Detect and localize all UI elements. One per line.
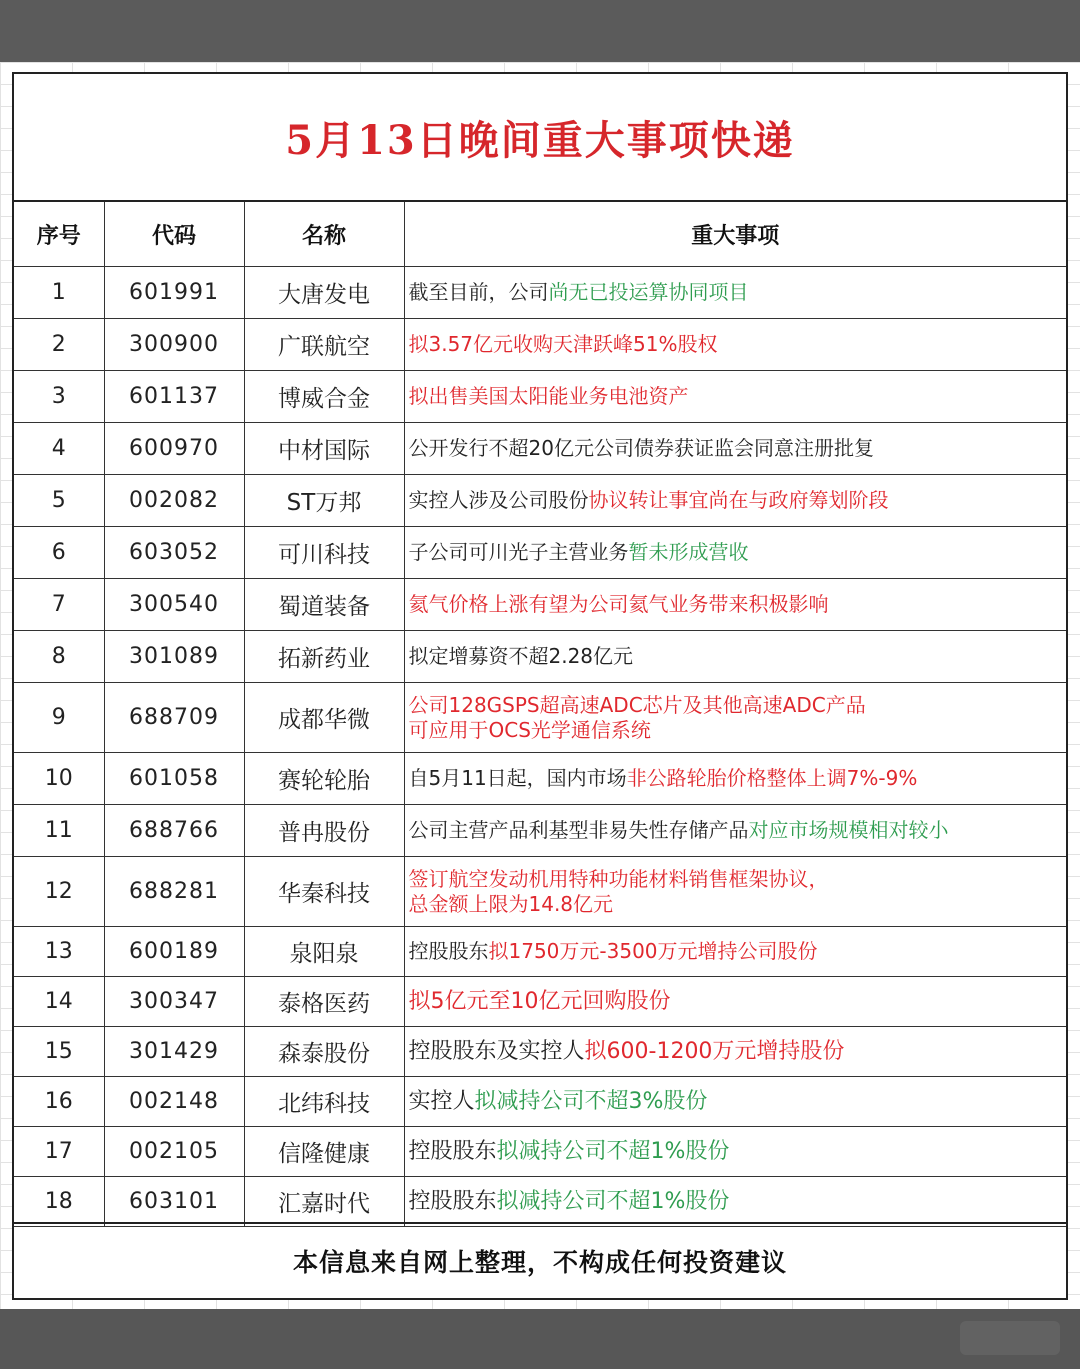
header-name: 名称	[244, 202, 404, 267]
table-row	[14, 857, 1066, 927]
row-stock-code: 300900	[104, 319, 244, 371]
row-stock-name: 广联航空	[244, 319, 404, 371]
event-text-segment: 公司128GSPS超高速ADC芯片及其他高速ADC产品	[408, 692, 866, 717]
row-stock-name: 普冉股份	[244, 805, 404, 857]
row-index: 11	[14, 805, 104, 857]
row-event	[404, 631, 1066, 683]
table-row	[14, 371, 1066, 423]
table-header-row	[14, 202, 1066, 267]
row-stock-code: 002105	[104, 1127, 244, 1177]
watermark-logo	[960, 1321, 1060, 1355]
row-event	[404, 927, 1066, 977]
row-stock-code: 300540	[104, 579, 244, 631]
table-row	[14, 753, 1066, 805]
row-stock-name: 信隆健康	[244, 1127, 404, 1177]
table-row	[14, 1077, 1066, 1127]
row-stock-code: 603101	[104, 1177, 244, 1227]
row-event	[404, 1027, 1066, 1077]
table-row	[14, 527, 1066, 579]
event-text-segment: 子公司可川光子主营业务	[408, 540, 629, 564]
row-stock-code: 601991	[104, 267, 244, 319]
row-stock-code: 688766	[104, 805, 244, 857]
row-stock-code: 601058	[104, 753, 244, 805]
row-stock-code: 603052	[104, 527, 244, 579]
row-stock-name: 汇嘉时代	[244, 1177, 404, 1227]
header-code: 代码	[104, 202, 244, 267]
row-event	[404, 805, 1066, 857]
top-bar	[0, 0, 1080, 62]
row-event	[404, 753, 1066, 805]
event-text-segment: 截至目前，公司	[408, 280, 549, 304]
event-text-segment: 非公路轮胎价格整体上调7%-9%	[626, 766, 918, 790]
event-text-segment: 拟减持公司不超1%股份	[496, 1139, 730, 1164]
disclaimer-footer: 本信息来自网上整理，不构成任何投资建议	[14, 1222, 1066, 1298]
event-text-segment: 控股股东	[408, 1189, 497, 1214]
event-text-segment: 总金额上限为14.8亿元	[408, 891, 614, 916]
event-text-segment: 实控人	[408, 1089, 475, 1114]
row-event	[404, 857, 1066, 927]
table-row	[14, 805, 1066, 857]
row-index: 15	[14, 1027, 104, 1077]
row-stock-code: 600189	[104, 927, 244, 977]
row-index: 1	[14, 267, 104, 319]
event-text-segment: 公开发行不超20亿元公司债券获证监会同意注册批复	[408, 436, 874, 460]
page-title: 5月13日晚间重大事项快递	[14, 74, 1066, 202]
row-stock-name: 华秦科技	[244, 857, 404, 927]
row-event	[404, 475, 1066, 527]
table-row	[14, 927, 1066, 977]
event-text-segment: 拟出售美国太阳能业务电池资产	[408, 384, 689, 408]
row-stock-name: 大唐发电	[244, 267, 404, 319]
row-stock-code: 600970	[104, 423, 244, 475]
row-index: 7	[14, 579, 104, 631]
bottom-bar	[0, 1309, 1080, 1369]
event-text-segment: 签订航空发动机用特种功能材料销售框架协议，	[408, 866, 829, 891]
row-stock-name: 拓新药业	[244, 631, 404, 683]
row-event	[404, 267, 1066, 319]
row-event	[404, 1177, 1066, 1227]
row-event	[404, 423, 1066, 475]
row-stock-code: 301089	[104, 631, 244, 683]
row-index: 12	[14, 857, 104, 927]
table-row	[14, 267, 1066, 319]
row-index: 16	[14, 1077, 104, 1127]
table-row	[14, 1027, 1066, 1077]
row-event	[404, 371, 1066, 423]
event-text-segment: 暂未形成营收	[628, 540, 749, 564]
event-text-segment: 拟3.57亿元收购天津跃峰51%股权	[408, 332, 718, 356]
table-row	[14, 977, 1066, 1027]
table-row	[14, 631, 1066, 683]
row-event	[404, 683, 1066, 753]
table-row	[14, 423, 1066, 475]
event-text-segment: 控股股东及实控人	[408, 1039, 585, 1064]
table-row	[14, 475, 1066, 527]
row-stock-name: 泉阳泉	[244, 927, 404, 977]
event-text-segment: 拟5亿元至10亿元回购股份	[408, 989, 671, 1014]
event-text-segment: 公司主营产品利基型非易失性存储产品	[408, 818, 749, 842]
row-stock-name: 蜀道装备	[244, 579, 404, 631]
row-index: 4	[14, 423, 104, 475]
event-text-segment: 自5月11日起，国内市场	[408, 766, 627, 790]
table-row	[14, 319, 1066, 371]
event-text-segment: 拟600-1200万元增持股份	[584, 1039, 845, 1064]
row-index: 18	[14, 1177, 104, 1227]
row-index: 3	[14, 371, 104, 423]
row-stock-name: 中材国际	[244, 423, 404, 475]
event-text-segment: 尚无已投运算协同项目	[548, 280, 749, 304]
event-text-segment: 控股股东	[408, 1139, 497, 1164]
row-stock-code: 688709	[104, 683, 244, 753]
row-stock-code: 002082	[104, 475, 244, 527]
row-stock-name: 可川科技	[244, 527, 404, 579]
row-stock-name: 泰格医药	[244, 977, 404, 1027]
row-stock-code: 688281	[104, 857, 244, 927]
table-row	[14, 579, 1066, 631]
row-index: 2	[14, 319, 104, 371]
event-text-segment: 拟定增募资不超2.28亿元	[408, 644, 634, 668]
events-table	[14, 202, 1066, 1227]
row-event	[404, 977, 1066, 1027]
event-text-segment: 可应用于OCS光学通信系统	[408, 717, 651, 742]
event-text-segment: 对应市场规模相对较小	[748, 818, 949, 842]
row-event	[404, 1127, 1066, 1177]
row-index: 5	[14, 475, 104, 527]
row-index: 17	[14, 1127, 104, 1177]
event-text-segment: 协议转让事宜尚在与政府筹划阶段	[588, 488, 889, 512]
row-index: 13	[14, 927, 104, 977]
row-index: 8	[14, 631, 104, 683]
event-text-segment: 实控人涉及公司股份	[408, 488, 589, 512]
row-event	[404, 1077, 1066, 1127]
row-stock-name: ST万邦	[244, 475, 404, 527]
event-text-segment: 拟减持公司不超3%股份	[474, 1089, 708, 1114]
row-index: 9	[14, 683, 104, 753]
row-event	[404, 527, 1066, 579]
row-index: 14	[14, 977, 104, 1027]
row-index: 6	[14, 527, 104, 579]
row-event	[404, 319, 1066, 371]
header-event: 重大事项	[404, 202, 1066, 267]
row-stock-name: 成都华微	[244, 683, 404, 753]
row-stock-name: 赛轮轮胎	[244, 753, 404, 805]
event-text-segment: 拟减持公司不超1%股份	[496, 1189, 730, 1214]
row-stock-code: 601137	[104, 371, 244, 423]
event-text-segment: 氦气价格上涨有望为公司氦气业务带来积极影响	[408, 592, 829, 616]
row-stock-name: 博威合金	[244, 371, 404, 423]
row-stock-code: 002148	[104, 1077, 244, 1127]
row-stock-name: 北纬科技	[244, 1077, 404, 1127]
table-row	[14, 1177, 1066, 1227]
header-index: 序号	[14, 202, 104, 267]
table-row	[14, 1127, 1066, 1177]
table-row	[14, 683, 1066, 753]
row-stock-name: 森泰股份	[244, 1027, 404, 1077]
row-index: 10	[14, 753, 104, 805]
event-text-segment: 控股股东	[408, 939, 489, 963]
news-table-document	[12, 72, 1068, 1300]
event-text-segment: 拟1750万元-3500万元增持公司股份	[488, 939, 818, 963]
row-stock-code: 301429	[104, 1027, 244, 1077]
row-stock-code: 300347	[104, 977, 244, 1027]
row-event	[404, 579, 1066, 631]
